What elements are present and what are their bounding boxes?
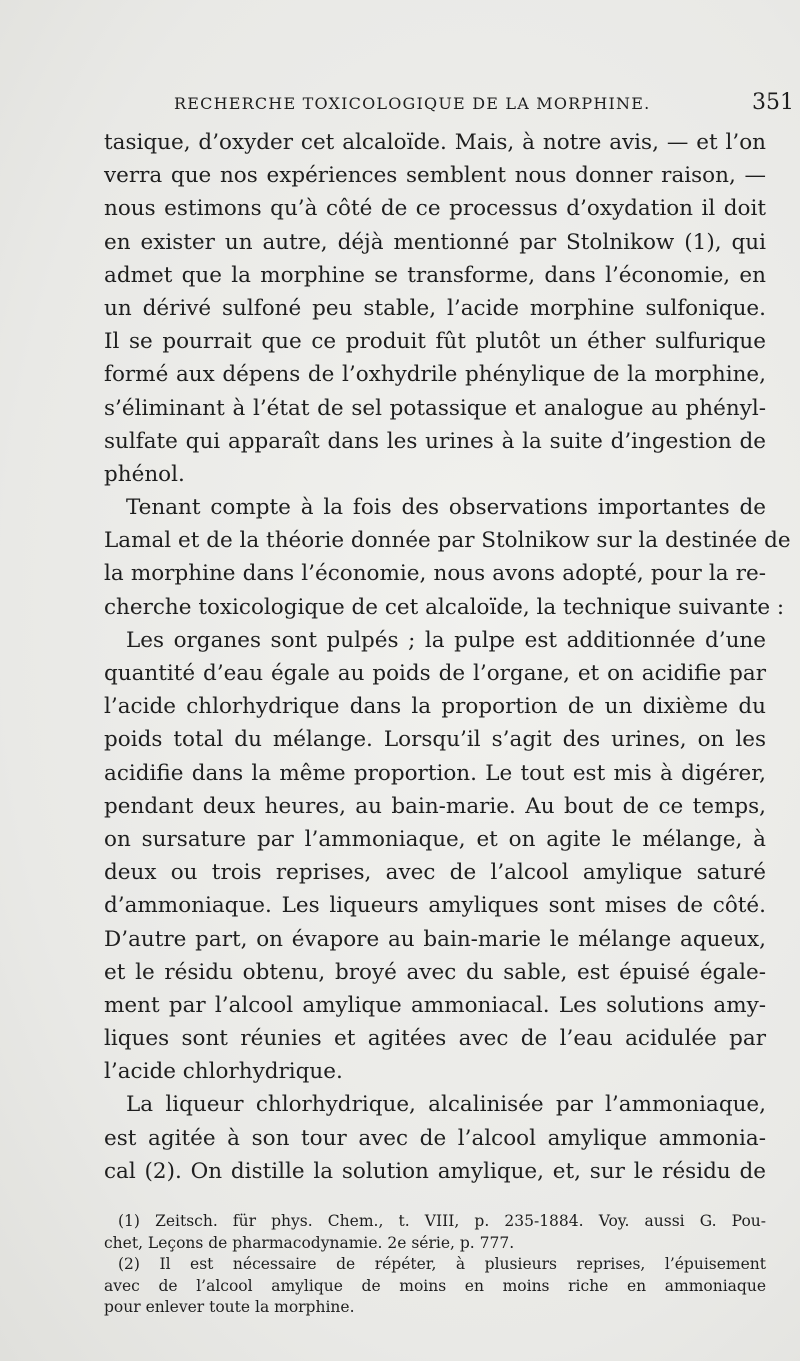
body-line: sulfate qui apparaît dans les urines à la suite d’ingestion de: [104, 428, 766, 454]
body-line: est agitée à son tour avec de l’alcool amylique ammonia-: [104, 1125, 766, 1151]
footnote-line: (2) Il est nécessaire de répéter, à plusieurs reprises, l’épuisement: [118, 1255, 766, 1274]
body-line: on sursature par l’ammoniaque, et on agite le mélange, à: [104, 826, 766, 852]
body-line: nous estimons qu’à côté de ce processus d’oxydation il doit: [104, 196, 766, 222]
body-line: poids total du mélange. Lorsqu’il s’agit des urines, on les: [104, 727, 766, 753]
body-line: deux ou trois reprises, avec de l’alcool amylique saturé: [104, 860, 766, 886]
running-title: RECHERCHE TOXICOLOGIQUE DE LA MORPHINE.: [174, 94, 651, 113]
body-line: l’acide chlorhydrique.: [104, 1059, 343, 1085]
body-line: et le résidu obtenu, broyé avec du sable, est épuisé égale-: [104, 959, 766, 985]
paragraph-start-line: La liqueur chlorhydrique, alcalinisée par l’ammoniaque,: [126, 1092, 766, 1118]
body-line: Lamal et de la théorie donnée par Stolnikow sur la destinée de: [104, 528, 791, 554]
footnote-line: (1) Zeitsch. für phys. Chem., t. VIII, p. 235-1884. Voy. aussi G. Pou-: [118, 1212, 766, 1230]
body-line: D’autre part, on évapore au bain-marie le mélange aqueux,: [104, 926, 766, 952]
body-line: la morphine dans l’économie, nous avons adopté, pour la re-: [104, 561, 766, 587]
footnote-line: chet, Leçons de pharmacodynamie. 2e série, p. 777.: [104, 1233, 515, 1252]
body-line: admet que la morphine se transforme, dans l’économie, en: [104, 262, 766, 288]
footnote-line: pour enlever toute la morphine.: [104, 1298, 355, 1317]
body-line: acidifie dans la même proportion. Le tout est mis à digérer,: [104, 760, 766, 786]
body-line: en exister un autre, déjà mentionné par Stolnikow (1), qui: [104, 229, 766, 255]
running-head: [174, 90, 794, 120]
body-text: [104, 126, 791, 1188]
footnote-line: avec de l’alcool amylique de moins en moins riche en ammoniaque: [104, 1276, 766, 1295]
footnotes: [104, 1211, 766, 1319]
body-line: un dérivé sulfoné peu stable, l’acide morphine sulfonique.: [104, 295, 766, 321]
body-line: quantité d’eau égale au poids de l’organe, et on acidifie par: [104, 661, 766, 686]
body-line: cal (2). On distille la solution amylique, et, sur le résidu de: [104, 1158, 766, 1184]
body-line: phénol.: [104, 461, 185, 487]
paragraph-start-line: Tenant compte à la fois des observations importantes de: [126, 495, 766, 521]
body-line: Il se pourrait que ce produit fût plutôt un éther sulfurique: [104, 329, 766, 355]
body-line: formé aux dépens de l’oxhydrile phénylique de la morphine,: [104, 362, 766, 388]
body-line: liques sont réunies et agitées avec de l’eau acidulée par: [104, 1026, 766, 1052]
paragraph-start-line: Les organes sont pulpés ; la pulpe est additionnée d’une: [126, 627, 766, 653]
body-line: ment par l’alcool amylique ammoniacal. Les solutions amy-: [104, 992, 766, 1018]
body-line: s’éliminant à l’état de sel potassique et analogue au phényl-: [104, 395, 766, 421]
body-line: l’acide chlorhydrique dans la proportion de un dixième du: [104, 694, 766, 720]
body-line: pendant deux heures, au bain-marie. Au bout de ce temps,: [104, 793, 766, 819]
body-line: cherche toxicologique de cet alcaloïde, la technique suivante :: [104, 594, 785, 620]
body-line: d’ammoniaque. Les liqueurs amyliques sont mises de côté.: [104, 893, 766, 919]
body-line: tasique, d’oxyder cet alcaloïde. Mais, à notre avis, — et l’on: [104, 130, 766, 155]
page-number: 351: [752, 90, 794, 115]
body-line: verra que nos expériences semblent nous donner raison, —: [104, 163, 766, 189]
